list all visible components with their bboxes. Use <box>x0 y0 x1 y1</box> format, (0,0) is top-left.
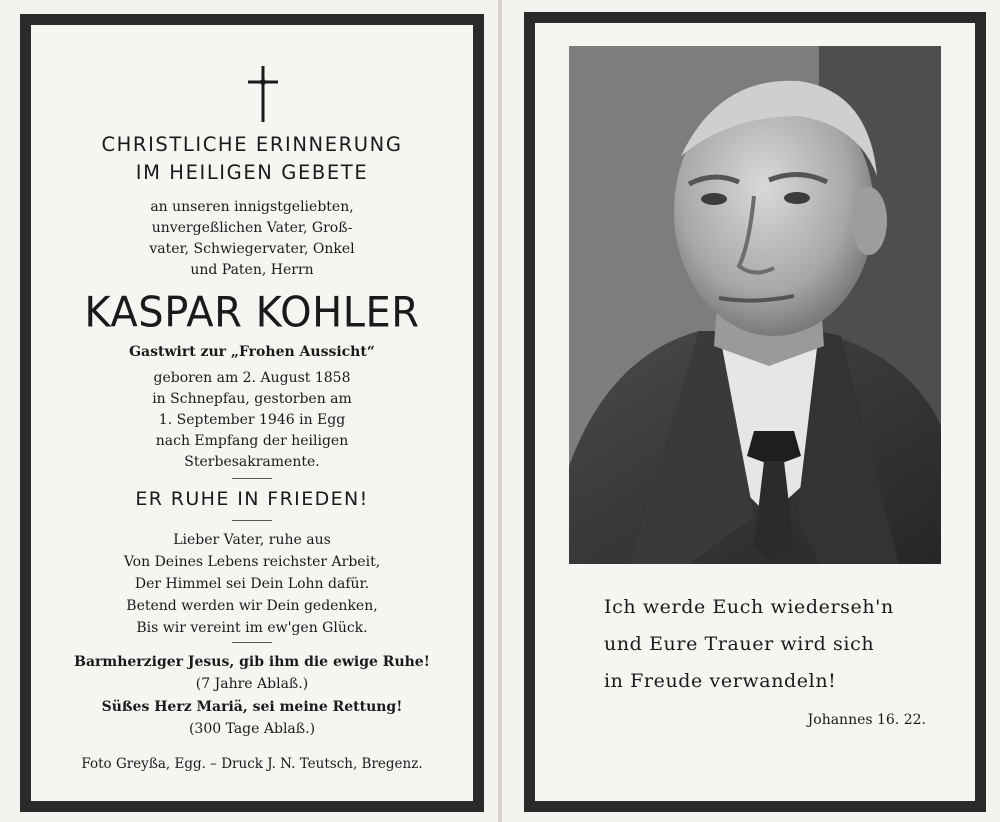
poem-line: Betend werden wir Dein gedenken, <box>126 598 378 614</box>
indulgence-1: (7 Jahre Ablaß.) <box>195 676 309 692</box>
life-line: Sterbesakramente. <box>184 454 320 470</box>
prayer-2: Süßes Herz Mariä, sei meine Rettung! <box>101 699 403 715</box>
intro-line: an unseren innigstgeliebten, <box>150 199 354 215</box>
indulgence-2: (300 Tage Ablaß.) <box>188 721 316 737</box>
occupation: Gastwirt zur „Frohen Aussicht“ <box>129 344 375 360</box>
life-line: in Schnepfau, gestorben am <box>152 391 352 407</box>
card-fold <box>498 0 502 822</box>
prayer-1: Barmherziger Jesus, gib ihm die ewige Ruhe! <box>74 654 430 670</box>
heading-line-1: CHRISTLICHE ERINNERUNG <box>101 133 403 156</box>
divider <box>232 520 272 521</box>
deceased-name: KASPAR KOHLER <box>84 288 420 338</box>
poem-line: Bis wir vereint im ew'gen Glück. <box>136 620 368 636</box>
life-line: nach Empfang der heiligen <box>155 433 349 449</box>
verse-line: Ich werde Euch wiederseh'n <box>604 596 894 618</box>
divider <box>232 478 272 479</box>
intro-line: und Paten, Herrn <box>190 262 314 278</box>
poem-line: Lieber Vater, ruhe aus <box>173 532 331 548</box>
poem-line: Von Deines Lebens reichster Arbeit, <box>123 554 381 570</box>
rest-in-peace: ER RUHE IN FRIEDEN! <box>135 488 369 510</box>
left-card-content <box>30 0 474 822</box>
bible-reference: Johannes 16. 22. <box>807 712 926 728</box>
heading-line-2: IM HEILIGEN GEBETE <box>135 161 369 184</box>
intro-line: unvergeßlichen Vater, Groß- <box>151 220 353 236</box>
verse-line: in Freude verwandeln! <box>604 670 837 692</box>
print-credits: Foto Greyßa, Egg. – Druck J. N. Teutsch, Bregenz. <box>81 756 423 772</box>
divider <box>232 642 272 643</box>
life-line: geboren am 2. August 1858 <box>153 370 351 386</box>
intro-line: vater, Schwiegervater, Onkel <box>149 241 355 257</box>
poem-line: Der Himmel sei Dein Lohn dafür. <box>134 576 370 592</box>
life-line: 1. September 1946 in Egg <box>158 412 346 428</box>
verse-line: und Eure Trauer wird sich <box>604 633 875 655</box>
right-card-content <box>524 0 986 822</box>
